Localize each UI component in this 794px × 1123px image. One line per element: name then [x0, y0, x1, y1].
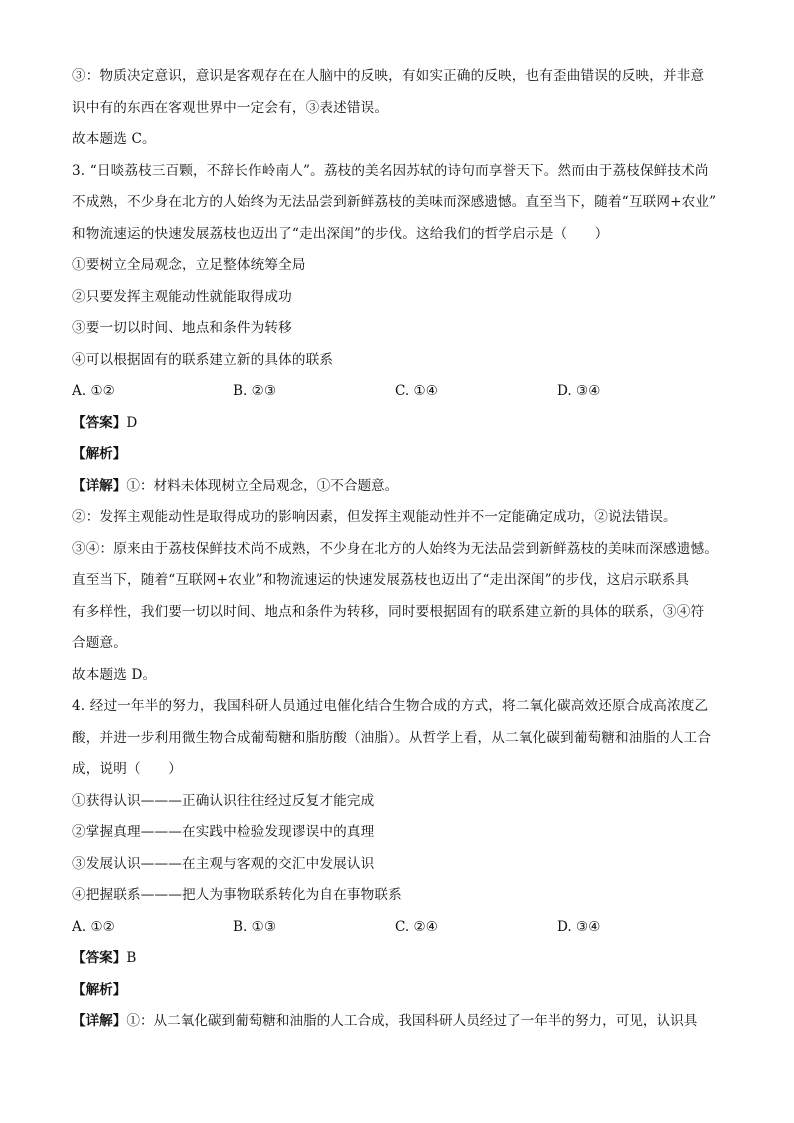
detail-text: ①：材料未体现树立全局观念，①不合题意。 [126, 478, 399, 494]
text-line: 故本题选 C。 [72, 131, 156, 147]
answer-value: D [126, 415, 138, 431]
analysis-label [72, 444, 126, 464]
detail-text: ①：从二氧化碳到葡萄糖和油脂的人工合成，我国科研人员经过了一年半的努力，可见，认识具 [126, 1013, 698, 1029]
question-4-statement: ③发展认识———在主观与客观的交汇中发展认识 [72, 856, 375, 872]
text-line: 有多样性，我们要一切以时间、地点和条件为转移，同时要根据固有的联系建立新的具体的联系，③④符 [72, 604, 705, 620]
question-4-options [72, 917, 732, 937]
option-c: C. ②④ [395, 919, 438, 935]
option-b: B. ①③ [233, 919, 277, 935]
text-line: 故本题选 D。 [72, 667, 157, 683]
answer-label [72, 948, 136, 968]
option-d: D. ③④ [557, 383, 601, 399]
question-3-statement: ③要一切以时间、地点和条件为转移 [72, 320, 292, 336]
option-a: A. ①② [72, 919, 115, 935]
detail-tag: 【详解】 [72, 478, 127, 494]
analysis-tag: 【解析】 [72, 446, 127, 462]
question-3-statement: ①要树立全局观念，立足整体统筹全局 [72, 257, 306, 273]
option-b: B. ②③ [233, 383, 277, 399]
text-line: 直至当下，随着“互联网+农业”和物流速运的快速发展荔枝也迈出了“走出深闺”的步伐，这启示联系具 [72, 572, 690, 588]
question-3-stem: 不成熟，不少身在北方的人始终为无法品尝到新鲜荔枝的美味而深感遗憾。直至当下，随着“互联网+农业” [72, 194, 717, 210]
question-3-stem: 和物流速运的快速发展荔枝也迈出了“走出深闺”的步伐。这给我们的哲学启示是（ ） [72, 226, 609, 242]
question-3-stem: 3. “日啖荔枝三百颗，不辞长作岭南人”。荔枝的美名因苏轼的诗句而享誉天下。然而由于荔枝保鲜技术尚 [72, 163, 709, 179]
option-d: D. ③④ [557, 919, 601, 935]
text-line: ②：发挥主观能动性是取得成功的影响因素，但发挥主观能动性并不一定能确定成功，②说法错误。 [72, 509, 677, 525]
question-3-statement: ②只要发挥主观能动性就能取得成功 [72, 289, 292, 305]
question-3-options [72, 381, 732, 401]
answer-tag: 【答案】 [72, 950, 127, 966]
answer-label [72, 413, 137, 433]
answer-tag: 【答案】 [72, 415, 127, 431]
question-4-stem: 酸，并进一步利用微生物合成葡萄糖和脂肪酸（油脂）。从哲学上看，从二氧化碳到葡萄糖和油脂的人工合 [72, 730, 712, 746]
text-line: ③：物质决定意识，意识是客观存在在人脑中的反映，有如实正确的反映，也有歪曲错误的反映，并非意 [72, 68, 705, 84]
analysis-tag: 【解析】 [72, 982, 127, 998]
detail-line [72, 1011, 697, 1031]
option-a: A. ①② [72, 383, 115, 399]
detail-tag: 【详解】 [72, 1013, 127, 1029]
question-4-stem: 成，说明（ ） [72, 761, 182, 777]
question-4-stem: 4. 经过一年半的努力，我国科研人员通过电催化结合生物合成的方式，将二氧化碳高效还原合成高浓度乙 [72, 698, 709, 714]
question-4-statement: ②掌握真理———在实践中检验发现谬误中的真理 [72, 824, 375, 840]
option-c: C. ①④ [395, 383, 438, 399]
text-line: ③④：原来由于荔枝保鲜技术尚不成熟，不少身在北方的人始终为无法品尝到新鲜荔枝的美味而深感遗憾。 [72, 541, 718, 557]
analysis-label [72, 980, 126, 1000]
question-4-statement: ④把握联系———把人为事物联系转化为自在事物联系 [72, 887, 402, 903]
text-line: 合题意。 [72, 635, 127, 651]
detail-line [72, 476, 398, 496]
text-line: 识中有的东西在客观世界中一定会有，③表述错误。 [72, 100, 389, 116]
question-3-statement: ④可以根据固有的联系建立新的具体的联系 [72, 352, 334, 368]
answer-value: B [126, 950, 137, 966]
question-4-statement: ①获得认识———正确认识往往经过反复才能完成 [72, 793, 375, 809]
